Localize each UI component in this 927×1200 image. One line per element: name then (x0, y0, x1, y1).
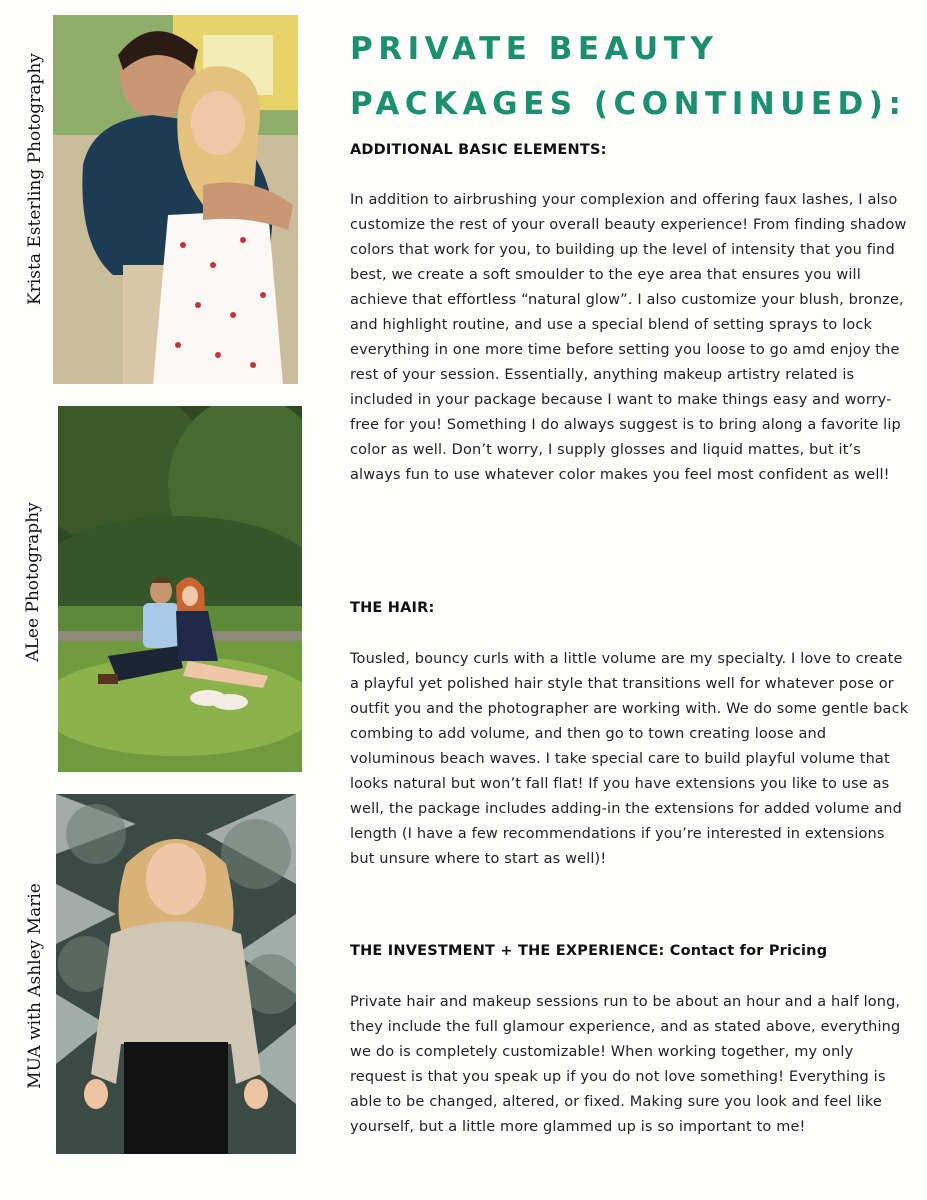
section-heading-basic-elements: ADDITIONAL BASIC ELEMENTS: (350, 142, 607, 158)
photo-credit-mua: MUA with Ashley Marie (25, 883, 45, 1089)
page-header (350, 22, 910, 132)
section-heading-investment: THE INVESTMENT + THE EXPERIENCE: Contact for Pricing (350, 943, 828, 959)
couple-embrace-photo (53, 15, 298, 384)
page-title-line-2: PACKAGES (CONTINUED): (350, 86, 907, 122)
photo-credit-alee: ALee Photography (23, 502, 43, 662)
woman-sweater-portrait-photo (56, 794, 296, 1154)
page-title-line-1: PRIVATE BEAUTY (350, 31, 719, 67)
section-heading-hair: THE HAIR: (350, 600, 435, 616)
photo-credit-krista: Krista Esterling Photography (25, 53, 45, 305)
section-body-investment: Private hair and makeup sessions run to be about an hour and a half long, they include the full glamour experience, and as stated above, everything we do is completely customizable! When working together, my only request is that you speak up if you do not love something! Everything is able to be changed, altered, or fixed. Making sure you look and feel like yourself, but a little more glammed up is so important to me! (350, 994, 901, 1135)
section-body-basic-elements: In addition to airbrushing your complexion and offering faux lashes, I also customize the rest of your overall beauty experience! From finding shadow colors that work for you, to building up the level of intensity that you find best, we create a soft smoulder to the eye area that ensures you will achieve that effortless “natural glow”. I also customize your blush, bronze, and highlight routine, and use a special blend of setting sprays to lock everything in one more time before setting you loose to go amd enjoy the rest of your session. Essentially, anything makeup artistry related is included in your package because I want to make things easy and worry-free for you! Something I do always suggest is to bring along a favorite lip color as well. Don’t worry, I supply glosses and liquid mattes, but it’s always fun to use whatever color makes you feel most confident as well! (350, 192, 907, 483)
section-body-hair: Tousled, bouncy curls with a little volume are my specialty. I love to create a playful yet polished hair style that transitions well for whatever pose or outfit you and the photographer are working with. We do some gentle back combing to add volume, and then go to town creating loose and voluminous beach waves. I take special care to build playful volume that looks natural but won’t fall flat! If you have extensions you like to use as well, the package includes adding-in the extensions for added volume and length (I have a few recommendations if you’re interested in extensions but unsure where to start as well)! (350, 651, 909, 867)
couple-sitting-grass-photo (58, 406, 302, 772)
